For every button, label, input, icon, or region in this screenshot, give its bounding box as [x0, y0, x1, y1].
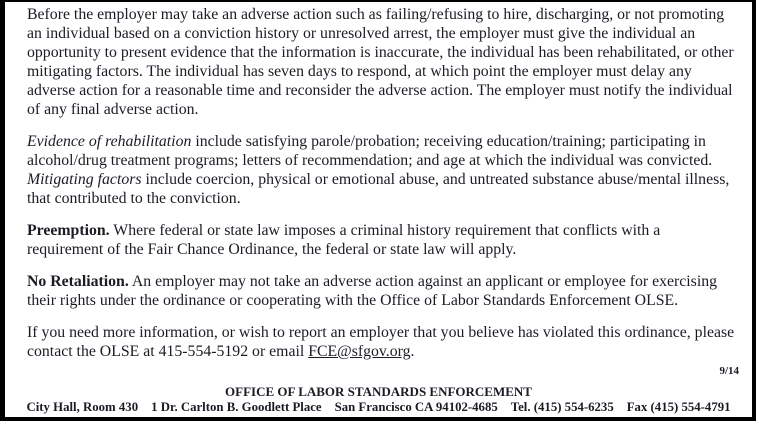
- bold-no-retaliation-lead: No Retaliation.: [27, 273, 129, 290]
- page-footer: [5, 365, 752, 417]
- paragraph-rehabilitation-text-a: include satisfying parole/probation; receiving education/training; participating in alcohol/drug treatment programs; letters of recommendation; and age at which the individual was convicted.: [27, 133, 713, 169]
- page-number: 9/14: [719, 365, 739, 377]
- document-body: [5, 2, 752, 361]
- paragraph-contact-text-b: .: [410, 343, 415, 360]
- paragraph-contact-text-a: If you need more information, or wish to report an employer that you believe has violated this ordinance, please contact the OLSE at 415-554-5192 or email: [27, 324, 735, 360]
- paragraph-rehabilitation-text-b: include coercion, physical or emotional abuse, and untreated substance abuse/mental illness, that contributed to the conviction.: [27, 171, 730, 207]
- email-link[interactable]: FCE@sfgov.org: [308, 343, 411, 360]
- paragraph-preemption: [27, 221, 737, 259]
- footer-address-fax: Fax (415) 554-4791: [626, 400, 731, 414]
- footer-address-city: San Francisco CA 94102-4685: [334, 400, 498, 414]
- paragraph-adverse-action: Before the employer may take an adverse action such as failing/refusing to hire, discharging, or not promoting an individual based on a conviction history or unresolved arrest, the employer must give the individual an opportunity to present evidence that the information is inaccurate, the individual has been rehabilitated, or other mitigating factors. The individual has seven days to respond, at which point the employer must delay any adverse action for a reasonable time and reconsider the adverse action. The employer must notify the individual of any final adverse action.: [27, 6, 734, 118]
- paragraph-preemption-text: Where federal or state law imposes a criminal history requirement that conflicts with a requirement of the Fair Chance Ordinance, the federal or state law will apply.: [27, 222, 661, 258]
- footer-address-tel: Tel. (415) 554-6235: [510, 400, 614, 414]
- paragraph-no-retaliation: [27, 272, 737, 310]
- footer-address-line: [5, 399, 752, 417]
- footer-address-street: 1 Dr. Carlton B. Goodlett Place: [151, 400, 322, 414]
- footer-org-name: OFFICE OF LABOR STANDARDS ENFORCEMENT: [225, 384, 532, 399]
- paragraph-contact-info: [27, 323, 737, 361]
- italic-mitigating-factors: Mitigating factors: [27, 171, 142, 188]
- italic-evidence-of-rehabilitation: Evidence of rehabilitation: [27, 133, 192, 150]
- paragraph-no-retaliation-text: An employer may not take an adverse action against an applicant or employee for exercising their rights under the ordinance or cooperating with the Office of Labor Standards Enforcement OLSE.: [27, 273, 718, 309]
- bold-preemption-lead: Preemption.: [27, 222, 110, 239]
- footer-address-room: City Hall, Room 430: [26, 400, 139, 414]
- paragraph-rehabilitation-mitigating: [27, 132, 737, 208]
